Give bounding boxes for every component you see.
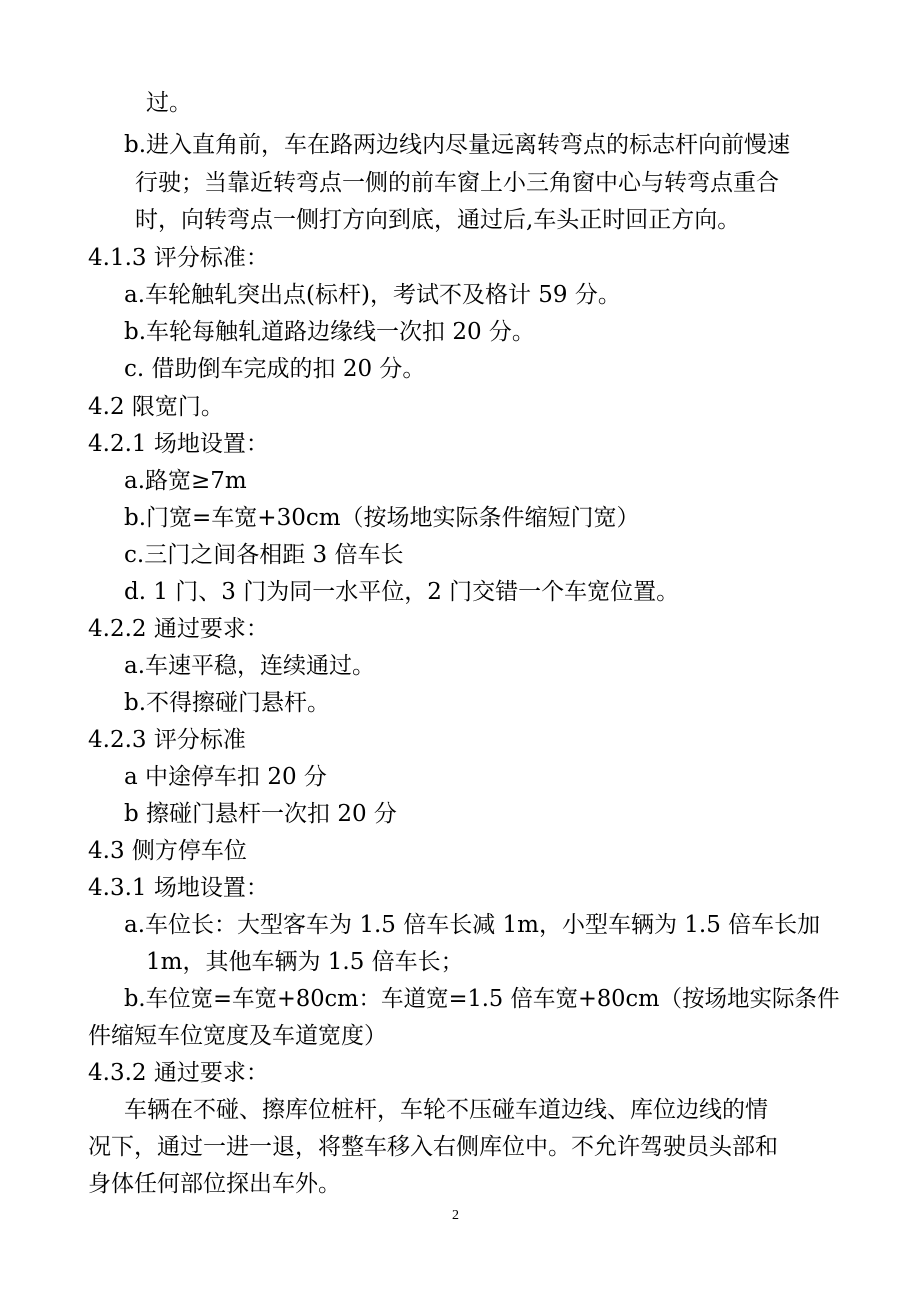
- section-heading: 4.2 限宽门。: [88, 394, 224, 420]
- text-line: a 中途停车扣 20 分: [124, 764, 327, 790]
- page-number: 2: [452, 1208, 459, 1223]
- text-line: 件缩短车位宽度及车道宽度）: [88, 1023, 387, 1049]
- text-line: b.进入直角前，车在路两边线内尽量远离转弯点的标志杆向前慢速: [124, 132, 791, 158]
- section-heading: 4.2.3 评分标准: [88, 727, 246, 753]
- text-line: 行驶；当靠近转弯点一侧的前车窗上小三角窗中心与转弯点重合: [135, 170, 779, 196]
- text-line: 身体任何部位探出车外。: [88, 1171, 341, 1197]
- text-line: 过。: [146, 90, 192, 116]
- text-line: b 擦碰门悬杆一次扣 20 分: [124, 801, 397, 827]
- text-line: 车辆在不碰、擦库位桩杆，车轮不压碰车道边线、库位边线的情: [124, 1097, 768, 1123]
- text-line: 1m，其他车辆为 1.5 倍车长；: [146, 949, 464, 975]
- text-line: a.路宽≥7m: [124, 468, 247, 494]
- text-line: b.门宽=车宽+30cm（按场地实际条件缩短门宽）: [124, 505, 640, 531]
- section-heading: 4.2.1 场地设置：: [88, 431, 269, 457]
- section-heading: 4.3.2 通过要求：: [88, 1060, 269, 1086]
- text-line: d. 1 门、3 门为同一水平位，2 门交错一个车宽位置。: [124, 579, 680, 605]
- section-heading: 4.3.1 场地设置：: [88, 875, 269, 901]
- section-heading: 4.3 侧方停车位: [88, 838, 247, 864]
- text-line: c. 借助倒车完成的扣 20 分。: [124, 356, 426, 382]
- text-line: 况下，通过一进一退，将整车移入右侧库位中。不允许驾驶员头部和: [88, 1134, 778, 1160]
- text-line: c.三门之间各相距 3 倍车长: [124, 542, 404, 568]
- text-line: b.不得擦碰门悬杆。: [124, 690, 331, 716]
- section-heading: 4.2.2 通过要求：: [88, 616, 269, 642]
- text-line: a.车位长：大型客车为 1.5 倍车长减 1m，小型车辆为 1.5 倍车长加: [124, 912, 821, 938]
- text-line: a.车速平稳，连续通过。: [124, 653, 376, 679]
- text-line: a.车轮触轧突出点(标杆)，考试不及格计 59 分。: [124, 282, 621, 308]
- section-heading: 4.1.3 评分标准：: [88, 245, 269, 271]
- text-line: b.车位宽=车宽+80cm：车道宽=1.5 倍车宽+80cm（按场地实际条件: [124, 986, 840, 1012]
- text-line: 时，向转弯点一侧打方向到底，通过后,车头正时回正方向。: [135, 207, 741, 233]
- text-line: b.车轮每触轧道路边缘线一次扣 20 分。: [124, 319, 535, 345]
